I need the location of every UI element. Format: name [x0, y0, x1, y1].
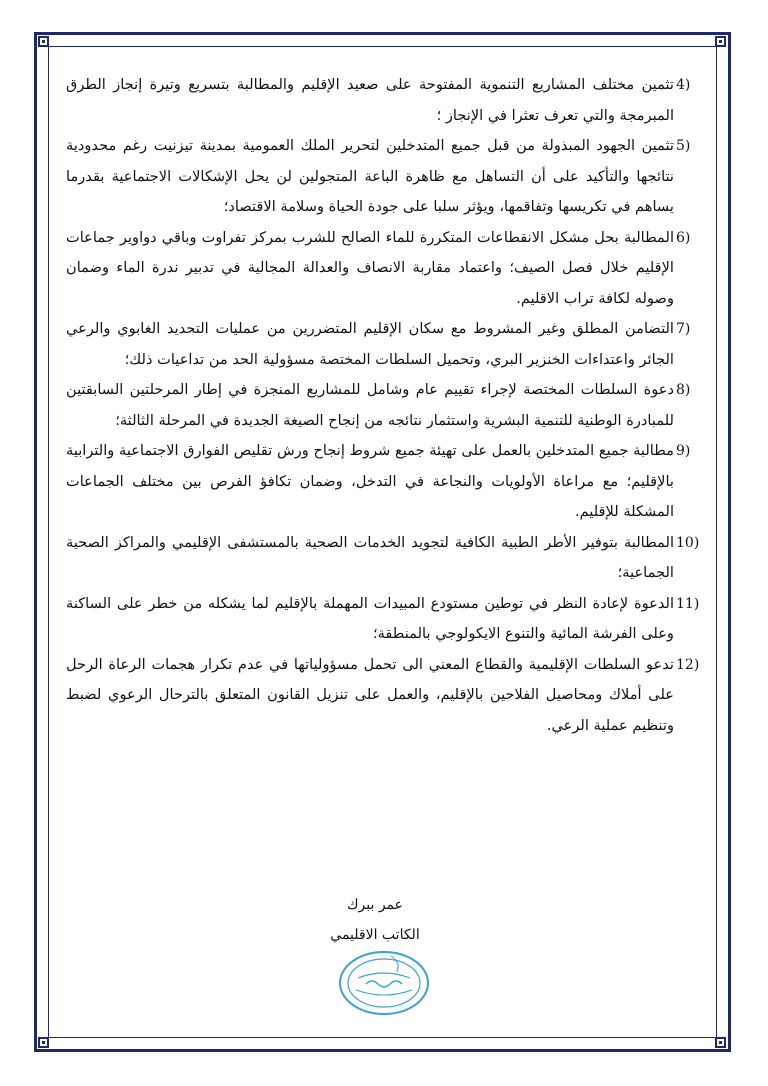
item-text: المطالبة بتوفير الأطر الطبية الكافية لتجويد الخدمات الصحية بالمستشفى الإقليمي والمراكز الصحية الجماعية؛ [66, 533, 674, 581]
list-item [66, 314, 706, 375]
signatory-name: عمر ببرك [346, 897, 403, 913]
item-text: التضامن المطلق وغير المشروط مع سكان الإقليم المتضررين من عمليات التحديد الغابوي والرعي الجائر واعتداءات الخنزير البري، وتحميل السلطات المختصة مسؤولية الحد من تداعيات ذلك؛ [66, 320, 674, 368]
list-item [66, 528, 706, 589]
list-item [66, 131, 706, 223]
list-item [66, 650, 706, 742]
resolutions-list [66, 70, 706, 741]
item-number: 4) [676, 77, 691, 93]
list-item [66, 375, 706, 436]
border-corner-ornament [715, 1037, 726, 1048]
list-item [66, 589, 706, 650]
item-number: 9) [676, 443, 691, 459]
list-item [66, 223, 706, 315]
item-text: تثمين مختلف المشاريع التنموية المفتوحة على صعيد الإقليم والمطالبة بتسريع وتيرة إنجاز الطرق المبرمجة والتي تعرف تعثرا في الإنجاز ؛ [66, 76, 674, 124]
item-number: 6) [676, 229, 691, 246]
signature-block [300, 890, 450, 950]
list-item [66, 436, 706, 528]
item-text: الدعوة لإعادة النظر في توطين مستودع المبيدات المهملة بالإقليم لما يشكله من خطر على الساكنة وعلى الفرشة المائية والتنوع الايكولوجي بالمنطقة؛ [66, 594, 674, 642]
item-number: 5) [676, 138, 691, 154]
item-number: 12) [676, 656, 700, 673]
official-stamp-icon [336, 948, 432, 1018]
item-number: 10) [676, 534, 700, 551]
list-item [66, 70, 706, 131]
item-text: تثمين الجهود المبذولة من قبل جميع المتدخلين لتحرير الملك العمومية بمدينة تيزنيت رغم محدودية نتائجها والتأكيد على أن التساهل مع ظاهرة الباعة المتجولين لن يحل الإشكالات الاجتماعية بقدرما يساهم في تكريسها وتفاقمها، ويؤثر سلبا على جودة الحياة وسلامة الاقتصاد؛ [66, 137, 674, 215]
item-number: 7) [676, 321, 691, 337]
signatory-title: الكاتب الاقليمي [330, 927, 420, 943]
border-corner-ornament [38, 1037, 49, 1048]
item-text: مطالبة جميع المتدخلين بالعمل على تهيئة جميع شروط إنجاح ورش تقليص الفوارق الاجتماعية والترابية بالإقليم؛ مع مراعاة الأولويات والنجاعة في التدخل، وضمان تكافؤ الفرص بين مختلف الجماعات المشكلة للإقليم. [66, 442, 674, 520]
item-text: تدعو السلطات الإقليمية والقطاع المعني الى تحمل مسؤولياتها في عدم تكرار هجمات الرعاة الرحل على أملاك ومحاصيل الفلاحين بالإقليم، والعمل على تنزيل القانون المتعلق بالترحال الرعوي لضبط وتنظيم عملية الرعي. [66, 655, 674, 734]
item-text: دعوة السلطات المختصة لإجراء تقييم عام وشامل للمشاريع المنجزة في إطار المرحلتين السابقتين للمبادرة الوطنية للتنمية البشرية واستثمار نتائجه من إنجاح الصيغة الجديدة في المرحلة الثالثة؛ [66, 381, 674, 429]
item-number: 8) [676, 382, 691, 398]
border-corner-ornament [715, 36, 726, 47]
item-number: 11) [676, 595, 700, 612]
border-corner-ornament [38, 36, 49, 47]
item-text: المطالبة بحل مشكل الانقطاعات المتكررة للماء الصالح للشرب بمركز تفراوت وباقي دواوير جماعات الإقليم خلال فصل الصيف؛ واعتماد مقاربة الانصاف والعدالة المجالية في تدبير ندرة الماء وضمان وصوله لكافة تراب الاقليم. [66, 228, 674, 307]
